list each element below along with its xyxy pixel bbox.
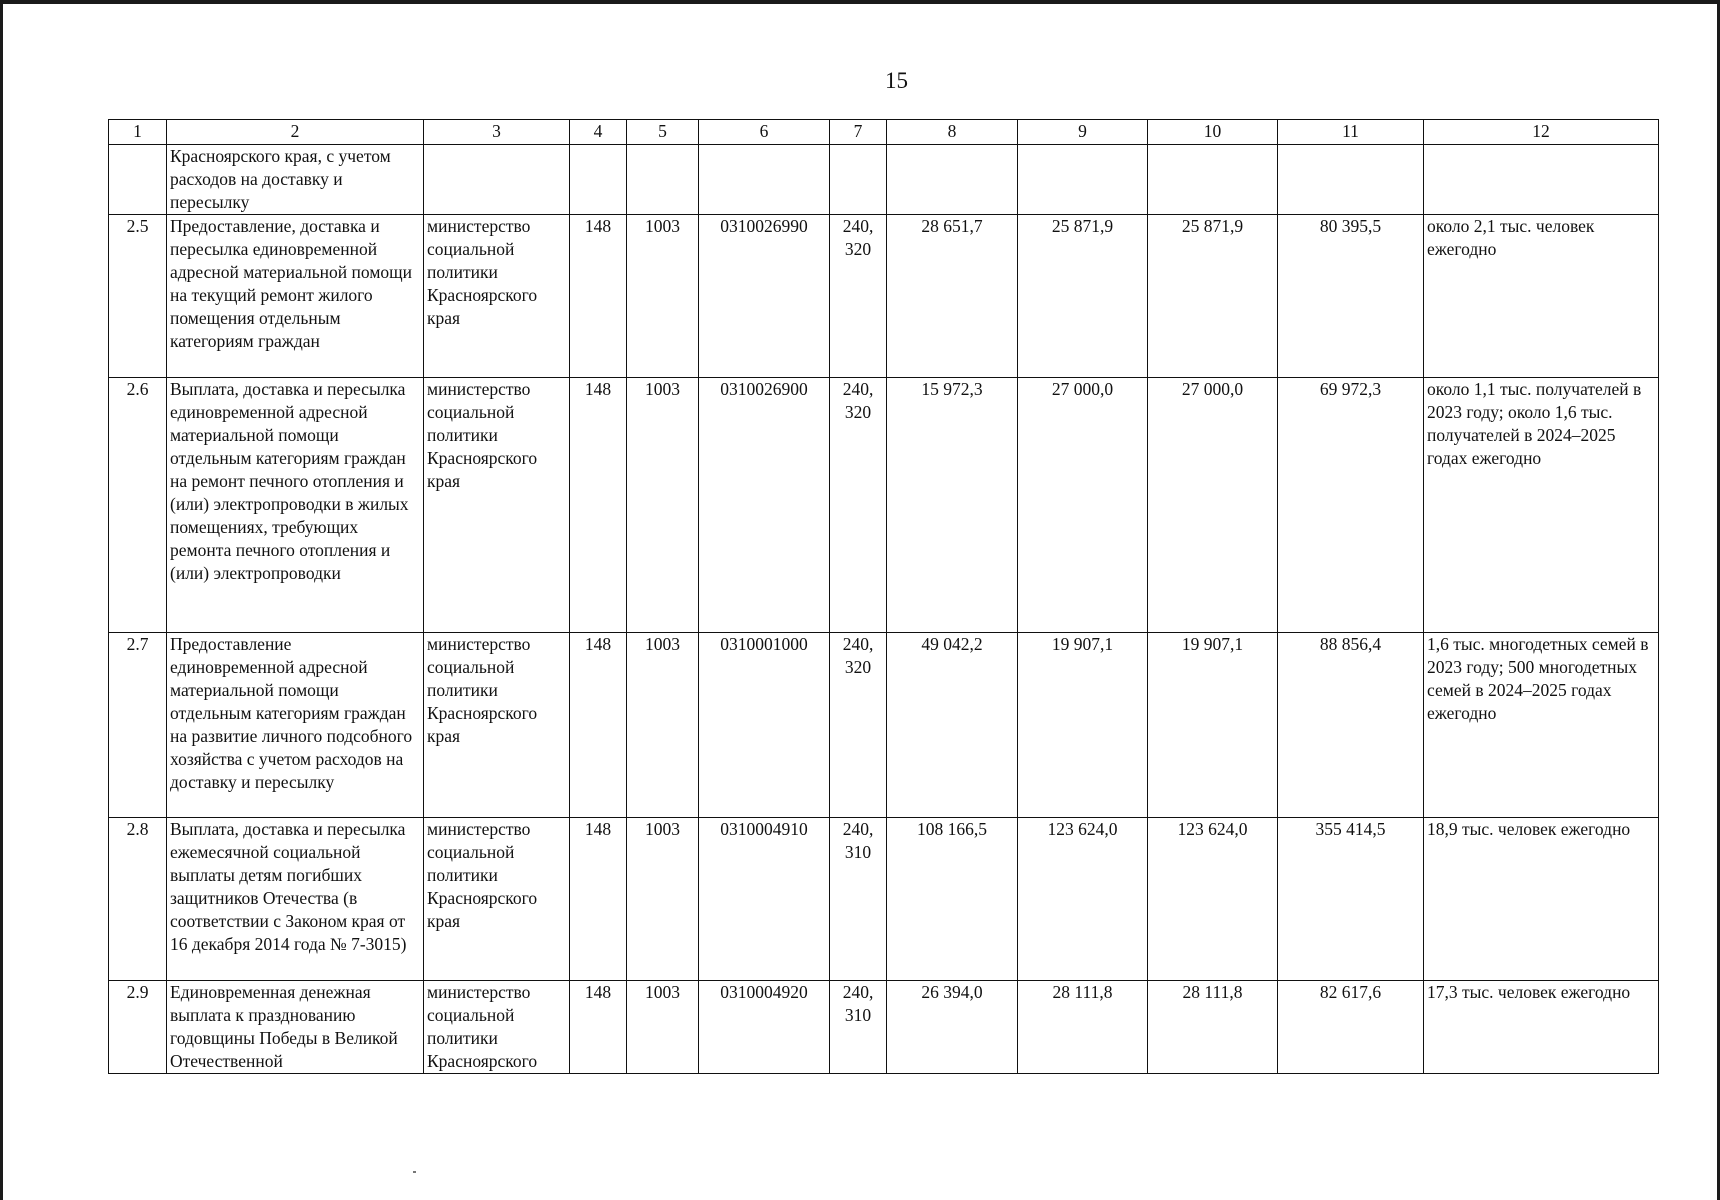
page-number: 15 bbox=[885, 68, 908, 93]
amount-2024: 19 907,1 bbox=[1018, 633, 1148, 818]
rzpr-code: 1003 bbox=[627, 818, 699, 981]
expected-result: около 1,1 тыс. получателей в 2023 году; около 1,6 тыс. получателей в 2024–2025 годах ежегодно bbox=[1424, 378, 1659, 633]
amount-2025: 19 907,1 bbox=[1148, 633, 1278, 818]
column-number: 9 bbox=[1018, 120, 1148, 145]
column-number: 6 bbox=[699, 120, 830, 145]
grbs-code: 148 bbox=[570, 818, 627, 981]
row-number bbox=[109, 145, 167, 215]
column-number: 12 bbox=[1424, 120, 1659, 145]
amount-2025: 25 871,9 bbox=[1148, 215, 1278, 378]
amount-total: 69 972,3 bbox=[1278, 378, 1424, 633]
column-number: 10 bbox=[1148, 120, 1278, 145]
grbs-code: 148 bbox=[570, 378, 627, 633]
grbs-code: 148 bbox=[570, 981, 627, 1074]
column-number: 3 bbox=[424, 120, 570, 145]
expected-result: около 2,1 тыс. человек ежегодно bbox=[1424, 215, 1659, 378]
amount-2024: 27 000,0 bbox=[1018, 378, 1148, 633]
column-number: 7 bbox=[830, 120, 887, 145]
column-number: 4 bbox=[570, 120, 627, 145]
amount-2024 bbox=[1018, 145, 1148, 215]
column-number: 11 bbox=[1278, 120, 1424, 145]
amount-total: 88 856,4 bbox=[1278, 633, 1424, 818]
csr-code: 0310026990 bbox=[699, 215, 830, 378]
csr-code: 0310026900 bbox=[699, 378, 830, 633]
csr-code: 0310001000 bbox=[699, 633, 830, 818]
amount-2025 bbox=[1148, 145, 1278, 215]
amount-total: 82 617,6 bbox=[1278, 981, 1424, 1074]
grbs-code: 148 bbox=[570, 215, 627, 378]
measure-name: Единовременная денежная выплата к празднованию годовщины Победы в Великой Отечественной bbox=[167, 981, 424, 1074]
expected-result bbox=[1424, 145, 1659, 215]
measure-name: Выплата, доставка и пересылка единовременной адресной материальной помощи отдельным категориям граждан на ремонт печного отопления и (или) электропроводки в жилых помещениях, требующих ремонта печного отопления и (или) электропроводки bbox=[167, 378, 424, 633]
amount-2023: 26 394,0 bbox=[887, 981, 1018, 1074]
vr-code: 240, 310 bbox=[830, 981, 887, 1074]
executor: министерство социальной политики Красноярского края bbox=[424, 818, 570, 981]
measure-name: Предоставление, доставка и пересылка единовременной адресной материальной помощи на текущий ремонт жилого помещения отдельным категориям граждан bbox=[167, 215, 424, 378]
amount-2025: 123 624,0 bbox=[1148, 818, 1278, 981]
rzpr-code: 1003 bbox=[627, 633, 699, 818]
column-number: 8 bbox=[887, 120, 1018, 145]
budget-table bbox=[108, 119, 1659, 1074]
executor: министерство социальной политики Красноярского bbox=[424, 981, 570, 1074]
column-number: 2 bbox=[167, 120, 424, 145]
scan-border-top bbox=[0, 0, 1720, 4]
amount-2023: 28 651,7 bbox=[887, 215, 1018, 378]
column-number: 1 bbox=[109, 120, 167, 145]
scan-border-left bbox=[0, 0, 3, 1200]
column-number-row bbox=[109, 120, 1659, 145]
csr-code: 0310004910 bbox=[699, 818, 830, 981]
amount-total: 80 395,5 bbox=[1278, 215, 1424, 378]
rzpr-code: 1003 bbox=[627, 981, 699, 1074]
vr-code: 240, 320 bbox=[830, 633, 887, 818]
vr-code: 240, 320 bbox=[830, 378, 887, 633]
table-row bbox=[109, 145, 1659, 215]
row-number: 2.6 bbox=[109, 378, 167, 633]
expected-result: 1,6 тыс. многодетных семей в 2023 году; 500 многодетных семей в 2024–2025 годах ежегодно bbox=[1424, 633, 1659, 818]
row-number: 2.7 bbox=[109, 633, 167, 818]
measure-name: Предоставление единовременной адресной материальной помощи отдельным категориям граждан на развитие личного подсобного хозяйства с учетом расходов на доставку и пересылку bbox=[167, 633, 424, 818]
rzpr-code bbox=[627, 145, 699, 215]
csr-code bbox=[699, 145, 830, 215]
grbs-code bbox=[570, 145, 627, 215]
column-number: 5 bbox=[627, 120, 699, 145]
executor bbox=[424, 145, 570, 215]
measure-name: Выплата, доставка и пересылка ежемесячной социальной выплаты детям погибших защитников Отечества (в соответствии с Законом края от 16 декабря 2014 года № 7-3015) bbox=[167, 818, 424, 981]
table-row bbox=[109, 633, 1659, 818]
amount-2025: 28 111,8 bbox=[1148, 981, 1278, 1074]
amount-2023 bbox=[887, 145, 1018, 215]
vr-code: 240, 310 bbox=[830, 818, 887, 981]
amount-2025: 27 000,0 bbox=[1148, 378, 1278, 633]
measure-name: Красноярского края, с учетом расходов на доставку и пересылку bbox=[167, 145, 424, 215]
amount-2024: 123 624,0 bbox=[1018, 818, 1148, 981]
expected-result: 18,9 тыс. человек ежегодно bbox=[1424, 818, 1659, 981]
amount-2023: 108 166,5 bbox=[887, 818, 1018, 981]
amount-2024: 28 111,8 bbox=[1018, 981, 1148, 1074]
expected-result: 17,3 тыс. человек ежегодно bbox=[1424, 981, 1659, 1074]
rzpr-code: 1003 bbox=[627, 215, 699, 378]
row-number: 2.5 bbox=[109, 215, 167, 378]
csr-code: 0310004920 bbox=[699, 981, 830, 1074]
table-row bbox=[109, 215, 1659, 378]
executor: министерство социальной политики Красноярского края bbox=[424, 215, 570, 378]
row-number: 2.9 bbox=[109, 981, 167, 1074]
amount-2023: 49 042,2 bbox=[887, 633, 1018, 818]
rzpr-code: 1003 bbox=[627, 378, 699, 633]
table-row bbox=[109, 981, 1659, 1074]
executor: министерство социальной политики Красноярского края bbox=[424, 633, 570, 818]
amount-total: 355 414,5 bbox=[1278, 818, 1424, 981]
executor: министерство социальной политики Красноярского края bbox=[424, 378, 570, 633]
amount-2024: 25 871,9 bbox=[1018, 215, 1148, 378]
grbs-code: 148 bbox=[570, 633, 627, 818]
amount-total bbox=[1278, 145, 1424, 215]
table-row bbox=[109, 818, 1659, 981]
row-number: 2.8 bbox=[109, 818, 167, 981]
vr-code bbox=[830, 145, 887, 215]
scan-speck bbox=[413, 1171, 416, 1173]
table-row bbox=[109, 378, 1659, 633]
vr-code: 240, 320 bbox=[830, 215, 887, 378]
amount-2023: 15 972,3 bbox=[887, 378, 1018, 633]
